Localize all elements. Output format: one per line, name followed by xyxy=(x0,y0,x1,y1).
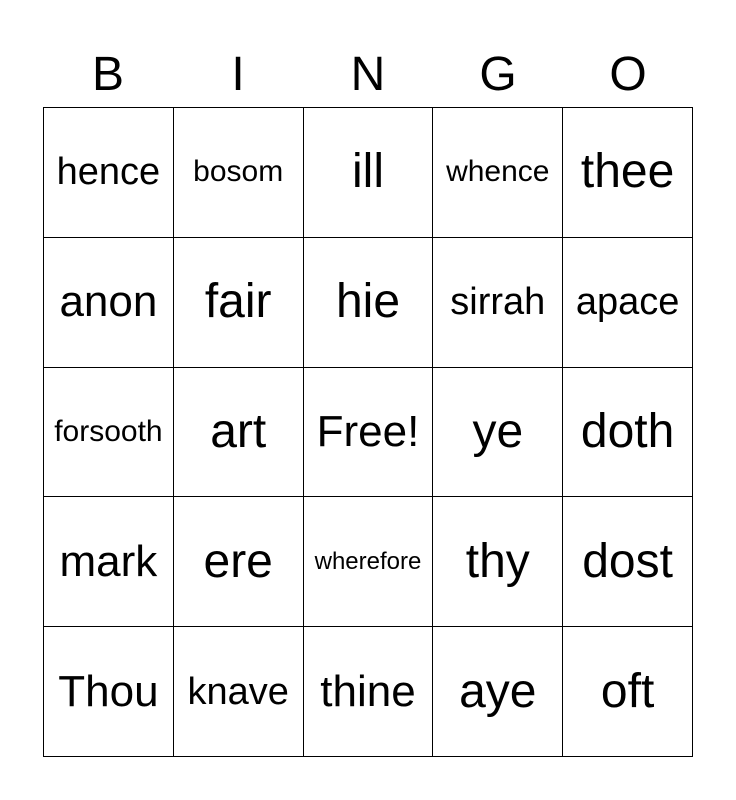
bingo-cell[interactable]: thine xyxy=(304,627,434,757)
bingo-cell[interactable]: doth xyxy=(563,368,693,498)
bingo-cell[interactable]: fair xyxy=(174,238,304,368)
bingo-cell[interactable]: sirrah xyxy=(433,238,563,368)
bingo-cell[interactable]: mark xyxy=(44,497,174,627)
bingo-cell[interactable]: oft xyxy=(563,627,693,757)
bingo-cell[interactable]: art xyxy=(174,368,304,498)
bingo-header xyxy=(43,44,693,106)
bingo-cell[interactable]: bosom xyxy=(174,108,304,238)
header-letter-g: G xyxy=(479,48,517,101)
bingo-cell[interactable]: knave xyxy=(174,627,304,757)
bingo-cell[interactable]: thee xyxy=(563,108,693,238)
free-space-cell[interactable]: Free! xyxy=(304,368,434,498)
bingo-cell[interactable]: thy xyxy=(433,497,563,627)
bingo-cell[interactable]: anon xyxy=(44,238,174,368)
bingo-cell[interactable]: hence xyxy=(44,108,174,238)
bingo-cell[interactable]: whence xyxy=(433,108,563,238)
bingo-board xyxy=(43,107,693,757)
bingo-cell[interactable]: apace xyxy=(563,238,693,368)
bingo-cell[interactable]: wherefore xyxy=(304,497,434,627)
header-letter-o: O xyxy=(609,48,647,101)
bingo-cell[interactable]: hie xyxy=(304,238,434,368)
bingo-cell[interactable]: Thou xyxy=(44,627,174,757)
header-letter-b: B xyxy=(91,48,124,101)
bingo-cell[interactable]: ill xyxy=(304,108,434,238)
header-letter-n: N xyxy=(350,48,386,101)
bingo-cell[interactable]: forsooth xyxy=(44,368,174,498)
bingo-cell[interactable]: ye xyxy=(433,368,563,498)
header-letter-i: I xyxy=(231,48,245,101)
bingo-cell[interactable]: dost xyxy=(563,497,693,627)
bingo-cell[interactable]: ere xyxy=(174,497,304,627)
bingo-cell[interactable]: aye xyxy=(433,627,563,757)
